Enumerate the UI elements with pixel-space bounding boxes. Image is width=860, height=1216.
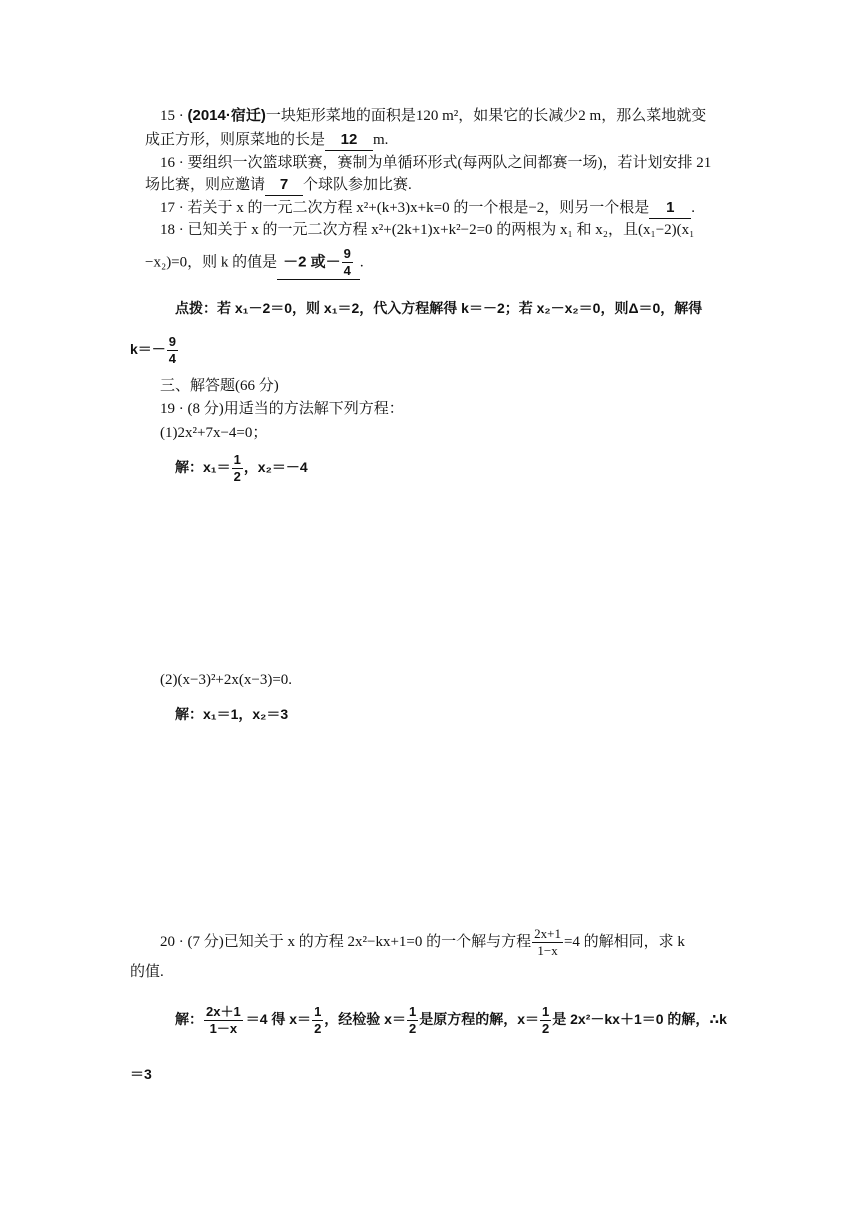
q15-text-1: 一块矩形菜地的面积是120 m²，如果它的长减少2 m，那么菜地就变: [265, 108, 707, 124]
q18-answer: [277, 246, 360, 280]
q18-text-2: −x₂)=0，则 k 的值是: [145, 254, 278, 271]
q18-frac-num: 9: [343, 246, 351, 261]
q18-answer-fraction: [342, 246, 353, 279]
q20-half-2-den: 2: [408, 1021, 417, 1036]
q20-half-1: [312, 1004, 323, 1037]
hint18-line1: [175, 298, 702, 318]
section-heading: [160, 376, 279, 396]
hint18-frac-num: 9: [168, 334, 177, 349]
q20-half-1-den: 2: [314, 1021, 322, 1036]
q20-solution-line2: [130, 1064, 152, 1084]
q20-equation-fraction: [532, 926, 563, 959]
q20-solution: [175, 1004, 727, 1037]
q19-part2-text: (2)(x−3)²+2x(x−3)=0.: [160, 672, 293, 688]
q16-line2: [145, 175, 412, 196]
q18-frac-den: 4: [343, 263, 351, 278]
q20-line1: [160, 926, 685, 959]
hint18-k: k＝－: [130, 341, 166, 358]
q16-text-3: 个球队参加比赛.: [303, 177, 412, 193]
q19-solution1: [175, 452, 308, 485]
q20-sol-b: ，经检验 x＝: [324, 1011, 406, 1028]
q16-line1: [160, 153, 711, 173]
q18-answer-text: －2 或－: [283, 253, 341, 271]
q19-part1-text: (1)2x²+7x−4=0；: [160, 425, 268, 441]
q20-sol-fraction: [204, 1004, 243, 1037]
hint18-text: 点拨：若 x₁－2＝0，则 x₁＝2，代入方程解得 k＝－2；若 x₂－x₂＝0，则Δ＝0，解得: [175, 300, 703, 316]
q20-sol-d: 是 2x²－kx＋1＝0 的解，∴k: [552, 1011, 727, 1028]
q20-half-2-num: 1: [408, 1004, 417, 1019]
q20-sol-den: 1－x: [209, 1021, 238, 1036]
q17-line: [160, 198, 695, 219]
q20-sol-label: 解：: [175, 1011, 203, 1028]
q19-part2: [160, 670, 292, 690]
q19-sol1-pre: 解：x₁＝: [175, 459, 231, 476]
q19-sol2-text: 解：x₁＝1，x₂＝3: [175, 706, 289, 722]
q20-half-3: [540, 1004, 551, 1037]
q16-text-2: 场比赛，则应邀请: [145, 177, 266, 193]
q19-sol1-fraction: [232, 452, 243, 485]
q19-solution2: [175, 704, 288, 724]
q19-sol1-post: ，x₂＝－4: [243, 459, 308, 476]
q18-end: .: [359, 254, 364, 271]
q15-line2: [145, 130, 388, 151]
q20-text-3: 的值.: [130, 964, 164, 980]
q20-sol-a: ＝4 得 x＝: [245, 1011, 312, 1028]
q15-source: (2014·宿迁): [187, 107, 266, 124]
q20-half-3-num: 1: [542, 1004, 550, 1019]
hint18-fraction: [167, 334, 178, 367]
q17-answer: 1: [649, 198, 691, 219]
q20-half-1-num: 1: [314, 1004, 322, 1019]
q15-text-2: 成正方形，则原菜地的长是: [145, 132, 326, 148]
q20-half-3-den: 2: [542, 1021, 550, 1036]
q20-text-2: =4 的解相同，求 k: [563, 933, 685, 950]
q20-sol-line2: ＝3: [130, 1066, 152, 1082]
q17-end: .: [691, 200, 696, 216]
hint18-line2: [130, 334, 179, 367]
q15-unit: m.: [373, 132, 389, 148]
q20-line2: [130, 962, 164, 982]
q19-sol1-num: 1: [233, 452, 241, 467]
q19-part1: [160, 423, 267, 443]
q20-sol-num: 2x＋1: [206, 1004, 241, 1019]
q20-eq-num: 2x+1: [534, 926, 561, 941]
q15-answer: 12: [325, 130, 373, 151]
q18-text-1: 18 · 已知关于 x 的一元二次方程 x²+(2k+1)x+k²−2=0 的两根为 x₁ 和 x₂，且(x₁−2)(x₁: [160, 222, 695, 238]
q18-line1: [160, 220, 694, 240]
q19-sol1-den: 2: [233, 469, 241, 484]
q20-text-1: 20 · (7 分)已知关于 x 的方程 2x²−kx+1=0 的一个解与方程: [160, 933, 532, 950]
q20-half-2: [407, 1004, 418, 1037]
q18-line2: [145, 246, 364, 280]
hint18-frac-den: 4: [168, 351, 177, 366]
q19-stem: [160, 399, 404, 419]
q17-text: 17 · 若关于 x 的一元二次方程 x²+(k+3)x+k=0 的一个根是−2，则另一个根是: [160, 200, 650, 216]
q20-eq-den: 1−x: [537, 943, 558, 958]
q20-sol-c: 是原方程的解，x＝: [419, 1011, 540, 1028]
q16-text-1: 16 · 要组织一次篮球联赛，赛制为单循环形式(每两队之间都赛一场)，若计划安排 21: [160, 155, 712, 171]
q15-line1: 15 · (2014·宿迁)一块矩形菜地的面积是120 m²，如果它的长减少2 m，那么菜地就变: [160, 107, 707, 124]
q15-number: 15: [160, 108, 175, 124]
q19-stem-text: 19 · (8 分)用适当的方法解下列方程：: [160, 401, 404, 417]
section3-title: 三、解答题(66 分): [160, 378, 279, 394]
q16-answer: 7: [265, 175, 303, 196]
